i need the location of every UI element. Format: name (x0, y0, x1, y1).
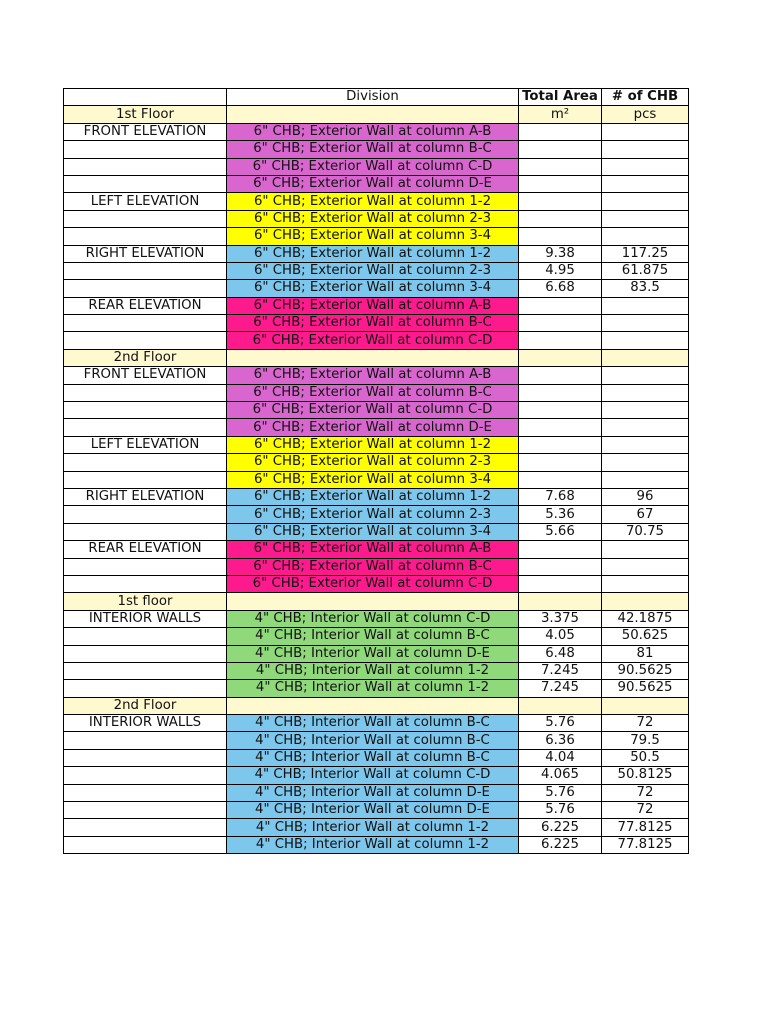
table-body (64, 89, 689, 854)
row-label[interactable]: LEFT ELEVATION (64, 193, 227, 210)
chb-count-cell[interactable]: 50.5 (602, 749, 689, 766)
row-label[interactable] (64, 645, 227, 662)
total-area-cell[interactable]: 6.225 (519, 836, 602, 853)
table-row (64, 506, 689, 523)
total-area-cell[interactable] (519, 558, 602, 575)
division-cell[interactable]: 4" CHB; Interior Wall at column 1-2 (227, 836, 519, 853)
chb-count-cell[interactable]: 90.5625 (602, 680, 689, 697)
division-cell[interactable]: 6" CHB; Exterior Wall at column B-C (227, 315, 519, 332)
table-row (64, 523, 689, 540)
chb-count-cell[interactable]: 72 (602, 715, 689, 732)
division-cell[interactable]: 4" CHB; Interior Wall at column C-D (227, 610, 519, 627)
header-blank-cell[interactable] (64, 89, 227, 106)
total-area-cell[interactable]: 6.48 (519, 645, 602, 662)
row-label[interactable] (64, 662, 227, 679)
division-cell[interactable]: 6" CHB; Exterior Wall at column D-E (227, 175, 519, 192)
table-row (64, 262, 689, 279)
chb-count-cell[interactable]: 61.875 (602, 262, 689, 279)
section-division-cell[interactable] (227, 697, 519, 714)
row-label[interactable]: LEFT ELEVATION (64, 436, 227, 453)
table-row (64, 419, 689, 436)
row-label[interactable] (64, 419, 227, 436)
table-row (64, 158, 689, 175)
division-cell[interactable]: 4" CHB; Interior Wall at column D-E (227, 802, 519, 819)
total-area-cell[interactable]: 3.375 (519, 610, 602, 627)
table-row (64, 575, 689, 592)
division-cell[interactable]: 6" CHB; Exterior Wall at column 2-3 (227, 210, 519, 227)
total-area-cell[interactable]: 5.36 (519, 506, 602, 523)
division-cell[interactable]: 4" CHB; Interior Wall at column 1-2 (227, 819, 519, 836)
table-row (64, 454, 689, 471)
division-cell[interactable]: 6" CHB; Exterior Wall at column 3-4 (227, 523, 519, 540)
division-cell[interactable]: 6" CHB; Exterior Wall at column B-C (227, 384, 519, 401)
row-label[interactable]: INTERIOR WALLS (64, 715, 227, 732)
chb-estimate-table (63, 88, 689, 854)
section-label[interactable]: 1st floor (64, 593, 227, 610)
row-label[interactable] (64, 784, 227, 801)
table-row (64, 662, 689, 679)
total-area-cell[interactable] (519, 210, 602, 227)
row-label[interactable] (64, 315, 227, 332)
chb-count-cell[interactable]: 117.25 (602, 245, 689, 262)
division-cell[interactable]: 6" CHB; Exterior Wall at column A-B (227, 123, 519, 140)
total-area-cell[interactable] (519, 454, 602, 471)
total-area-cell[interactable]: 5.66 (519, 523, 602, 540)
row-label[interactable]: RIGHT ELEVATION (64, 245, 227, 262)
chb-count-cell[interactable] (602, 454, 689, 471)
table-row (64, 610, 689, 627)
total-area-cell[interactable]: 5.76 (519, 802, 602, 819)
division-cell[interactable]: 4" CHB; Interior Wall at column C-D (227, 767, 519, 784)
row-label[interactable] (64, 280, 227, 297)
chb-count-cell[interactable] (602, 210, 689, 227)
chb-count-cell[interactable] (602, 297, 689, 314)
division-cell[interactable]: 4" CHB; Interior Wall at column B-C (227, 628, 519, 645)
total-area-cell[interactable] (519, 193, 602, 210)
total-area-cell[interactable]: 6.225 (519, 819, 602, 836)
row-label[interactable] (64, 402, 227, 419)
chb-count-cell[interactable] (602, 158, 689, 175)
division-cell[interactable]: 4" CHB; Interior Wall at column B-C (227, 715, 519, 732)
section-division-cell[interactable] (227, 349, 519, 366)
division-cell[interactable]: 6" CHB; Exterior Wall at column C-D (227, 402, 519, 419)
total-area-cell[interactable] (519, 575, 602, 592)
chb-count-cell[interactable] (602, 436, 689, 453)
total-area-cell[interactable] (519, 541, 602, 558)
row-label[interactable] (64, 680, 227, 697)
division-cell[interactable]: 6" CHB; Exterior Wall at column 3-4 (227, 280, 519, 297)
total-area-cell[interactable] (519, 367, 602, 384)
table-row (64, 193, 689, 210)
total-area-cell[interactable] (519, 123, 602, 140)
chb-count-cell[interactable] (602, 384, 689, 401)
section-chb-cell[interactable] (602, 593, 689, 610)
table-row (64, 767, 689, 784)
total-area-cell[interactable]: 4.95 (519, 262, 602, 279)
division-cell[interactable]: 6" CHB; Exterior Wall at column B-C (227, 141, 519, 158)
total-area-cell[interactable] (519, 297, 602, 314)
row-label[interactable] (64, 628, 227, 645)
table-row (64, 680, 689, 697)
chb-count-cell[interactable] (602, 332, 689, 349)
division-cell[interactable]: 4" CHB; Interior Wall at column 1-2 (227, 662, 519, 679)
total-area-cell[interactable] (519, 384, 602, 401)
section-label[interactable]: 2nd Floor (64, 697, 227, 714)
total-area-cell[interactable]: 7.68 (519, 488, 602, 505)
row-label[interactable] (64, 210, 227, 227)
table-row (64, 297, 689, 314)
total-area-cell[interactable] (519, 332, 602, 349)
table-row (64, 175, 689, 192)
row-label[interactable] (64, 732, 227, 749)
total-area-cell[interactable] (519, 436, 602, 453)
chb-count-cell[interactable]: 42.1875 (602, 610, 689, 627)
total-area-cell[interactable]: 6.36 (519, 732, 602, 749)
section-row (64, 697, 689, 714)
table-row (64, 749, 689, 766)
total-area-cell[interactable] (519, 315, 602, 332)
total-area-cell[interactable]: 4.065 (519, 767, 602, 784)
table-row (64, 367, 689, 384)
section-division-cell[interactable] (227, 593, 519, 610)
row-label[interactable] (64, 506, 227, 523)
total-area-cell[interactable]: 4.04 (519, 749, 602, 766)
chb-count-cell[interactable] (602, 141, 689, 158)
chb-count-cell[interactable]: 96 (602, 488, 689, 505)
division-cell[interactable]: 6" CHB; Exterior Wall at column B-C (227, 558, 519, 575)
section-chb-cell[interactable] (602, 697, 689, 714)
section-label[interactable]: 1st Floor (64, 106, 227, 123)
chb-count-cell[interactable] (602, 471, 689, 488)
section-area-cell[interactable] (519, 697, 602, 714)
row-label[interactable] (64, 384, 227, 401)
chb-count-cell[interactable]: 79.5 (602, 732, 689, 749)
header-division[interactable]: Division (227, 89, 519, 106)
header-total-area[interactable]: Total Area (519, 89, 602, 106)
row-label[interactable] (64, 175, 227, 192)
total-area-cell[interactable]: 7.245 (519, 662, 602, 679)
division-cell[interactable]: 6" CHB; Exterior Wall at column C-D (227, 158, 519, 175)
table-row (64, 471, 689, 488)
section-row (64, 593, 689, 610)
table-row (64, 141, 689, 158)
total-area-cell[interactable]: 9.38 (519, 245, 602, 262)
table-row (64, 402, 689, 419)
table-row (64, 715, 689, 732)
table-row (64, 802, 689, 819)
chb-count-cell[interactable] (602, 541, 689, 558)
division-cell[interactable]: 6" CHB; Exterior Wall at column 3-4 (227, 228, 519, 245)
row-label[interactable] (64, 262, 227, 279)
table-row (64, 784, 689, 801)
table-row (64, 732, 689, 749)
section-area-cell[interactable] (519, 593, 602, 610)
row-label[interactable] (64, 158, 227, 175)
total-area-cell[interactable] (519, 402, 602, 419)
row-label[interactable] (64, 332, 227, 349)
total-area-cell[interactable] (519, 141, 602, 158)
section-division-cell[interactable] (227, 106, 519, 123)
chb-count-cell[interactable]: 83.5 (602, 280, 689, 297)
row-label[interactable] (64, 767, 227, 784)
row-label[interactable] (64, 802, 227, 819)
section-area-cell[interactable] (519, 349, 602, 366)
division-cell[interactable]: 4" CHB; Interior Wall at column D-E (227, 784, 519, 801)
division-cell[interactable]: 6" CHB; Exterior Wall at column C-D (227, 575, 519, 592)
table-row (64, 819, 689, 836)
division-cell[interactable]: 6" CHB; Exterior Wall at column A-B (227, 541, 519, 558)
division-cell[interactable]: 6" CHB; Exterior Wall at column A-B (227, 297, 519, 314)
row-label[interactable] (64, 523, 227, 540)
chb-count-cell[interactable]: 77.8125 (602, 836, 689, 853)
total-area-cell[interactable] (519, 228, 602, 245)
row-label[interactable] (64, 228, 227, 245)
division-cell[interactable]: 6" CHB; Exterior Wall at column 1-2 (227, 193, 519, 210)
chb-count-cell[interactable] (602, 123, 689, 140)
chb-count-cell[interactable]: 50.625 (602, 628, 689, 645)
row-label[interactable]: REAR ELEVATION (64, 297, 227, 314)
division-cell[interactable]: 6" CHB; Exterior Wall at column 2-3 (227, 506, 519, 523)
chb-count-cell[interactable] (602, 315, 689, 332)
header-row (64, 89, 689, 106)
row-label[interactable] (64, 454, 227, 471)
table-row (64, 645, 689, 662)
chb-count-cell[interactable] (602, 419, 689, 436)
total-area-cell[interactable]: 7.245 (519, 680, 602, 697)
section-row (64, 106, 689, 123)
division-cell[interactable]: 6" CHB; Exterior Wall at column 2-3 (227, 262, 519, 279)
chb-count-cell[interactable]: 50.8125 (602, 767, 689, 784)
division-cell[interactable]: 6" CHB; Exterior Wall at column D-E (227, 419, 519, 436)
row-label[interactable]: FRONT ELEVATION (64, 367, 227, 384)
chb-count-cell[interactable]: 72 (602, 802, 689, 819)
division-cell[interactable]: 4" CHB; Interior Wall at column B-C (227, 749, 519, 766)
division-cell[interactable]: 4" CHB; Interior Wall at column D-E (227, 645, 519, 662)
row-label[interactable] (64, 558, 227, 575)
chb-count-cell[interactable]: 67 (602, 506, 689, 523)
row-label[interactable] (64, 141, 227, 158)
division-cell[interactable]: 6" CHB; Exterior Wall at column 1-2 (227, 436, 519, 453)
total-area-cell[interactable]: 5.76 (519, 784, 602, 801)
total-area-cell[interactable]: 6.68 (519, 280, 602, 297)
table-row (64, 280, 689, 297)
division-cell[interactable]: 6" CHB; Exterior Wall at column 3-4 (227, 471, 519, 488)
division-cell[interactable]: 6" CHB; Exterior Wall at column 2-3 (227, 454, 519, 471)
row-label[interactable]: FRONT ELEVATION (64, 123, 227, 140)
chb-unit[interactable]: pcs (602, 106, 689, 123)
total-area-cell[interactable] (519, 158, 602, 175)
chb-count-cell[interactable]: 72 (602, 784, 689, 801)
total-area-cell[interactable] (519, 419, 602, 436)
row-label[interactable] (64, 749, 227, 766)
chb-count-cell[interactable]: 70.75 (602, 523, 689, 540)
table-row (64, 245, 689, 262)
division-cell[interactable]: 6" CHB; Exterior Wall at column C-D (227, 332, 519, 349)
chb-count-cell[interactable]: 77.8125 (602, 819, 689, 836)
chb-count-cell[interactable]: 90.5625 (602, 662, 689, 679)
table-row (64, 210, 689, 227)
division-cell[interactable]: 6" CHB; Exterior Wall at column 1-2 (227, 245, 519, 262)
table-row (64, 332, 689, 349)
table-row (64, 541, 689, 558)
row-label[interactable] (64, 471, 227, 488)
division-cell[interactable]: 4" CHB; Interior Wall at column B-C (227, 732, 519, 749)
section-chb-cell[interactable] (602, 349, 689, 366)
division-cell[interactable]: 6" CHB; Exterior Wall at column 1-2 (227, 488, 519, 505)
table-row (64, 836, 689, 853)
chb-count-cell[interactable] (602, 575, 689, 592)
row-label[interactable] (64, 819, 227, 836)
table-row (64, 436, 689, 453)
area-unit[interactable]: m² (519, 106, 602, 123)
table-row (64, 628, 689, 645)
table-row (64, 488, 689, 505)
row-label[interactable]: REAR ELEVATION (64, 541, 227, 558)
total-area-cell[interactable] (519, 471, 602, 488)
table-row (64, 228, 689, 245)
table-row (64, 123, 689, 140)
division-cell[interactable]: 4" CHB; Interior Wall at column 1-2 (227, 680, 519, 697)
chb-count-cell[interactable] (602, 193, 689, 210)
table-row (64, 558, 689, 575)
row-label[interactable] (64, 836, 227, 853)
header-num-chb[interactable]: # of CHB (602, 89, 689, 106)
chb-count-cell[interactable] (602, 402, 689, 419)
section-label[interactable]: 2nd Floor (64, 349, 227, 366)
row-label[interactable] (64, 575, 227, 592)
chb-count-cell[interactable] (602, 558, 689, 575)
total-area-cell[interactable] (519, 175, 602, 192)
chb-count-cell[interactable] (602, 228, 689, 245)
chb-count-cell[interactable] (602, 175, 689, 192)
row-label[interactable]: INTERIOR WALLS (64, 610, 227, 627)
total-area-cell[interactable]: 5.76 (519, 715, 602, 732)
table-row (64, 315, 689, 332)
chb-count-cell[interactable]: 81 (602, 645, 689, 662)
chb-count-cell[interactable] (602, 367, 689, 384)
division-cell[interactable]: 6" CHB; Exterior Wall at column A-B (227, 367, 519, 384)
total-area-cell[interactable]: 4.05 (519, 628, 602, 645)
row-label[interactable]: RIGHT ELEVATION (64, 488, 227, 505)
table-row (64, 384, 689, 401)
section-row (64, 349, 689, 366)
